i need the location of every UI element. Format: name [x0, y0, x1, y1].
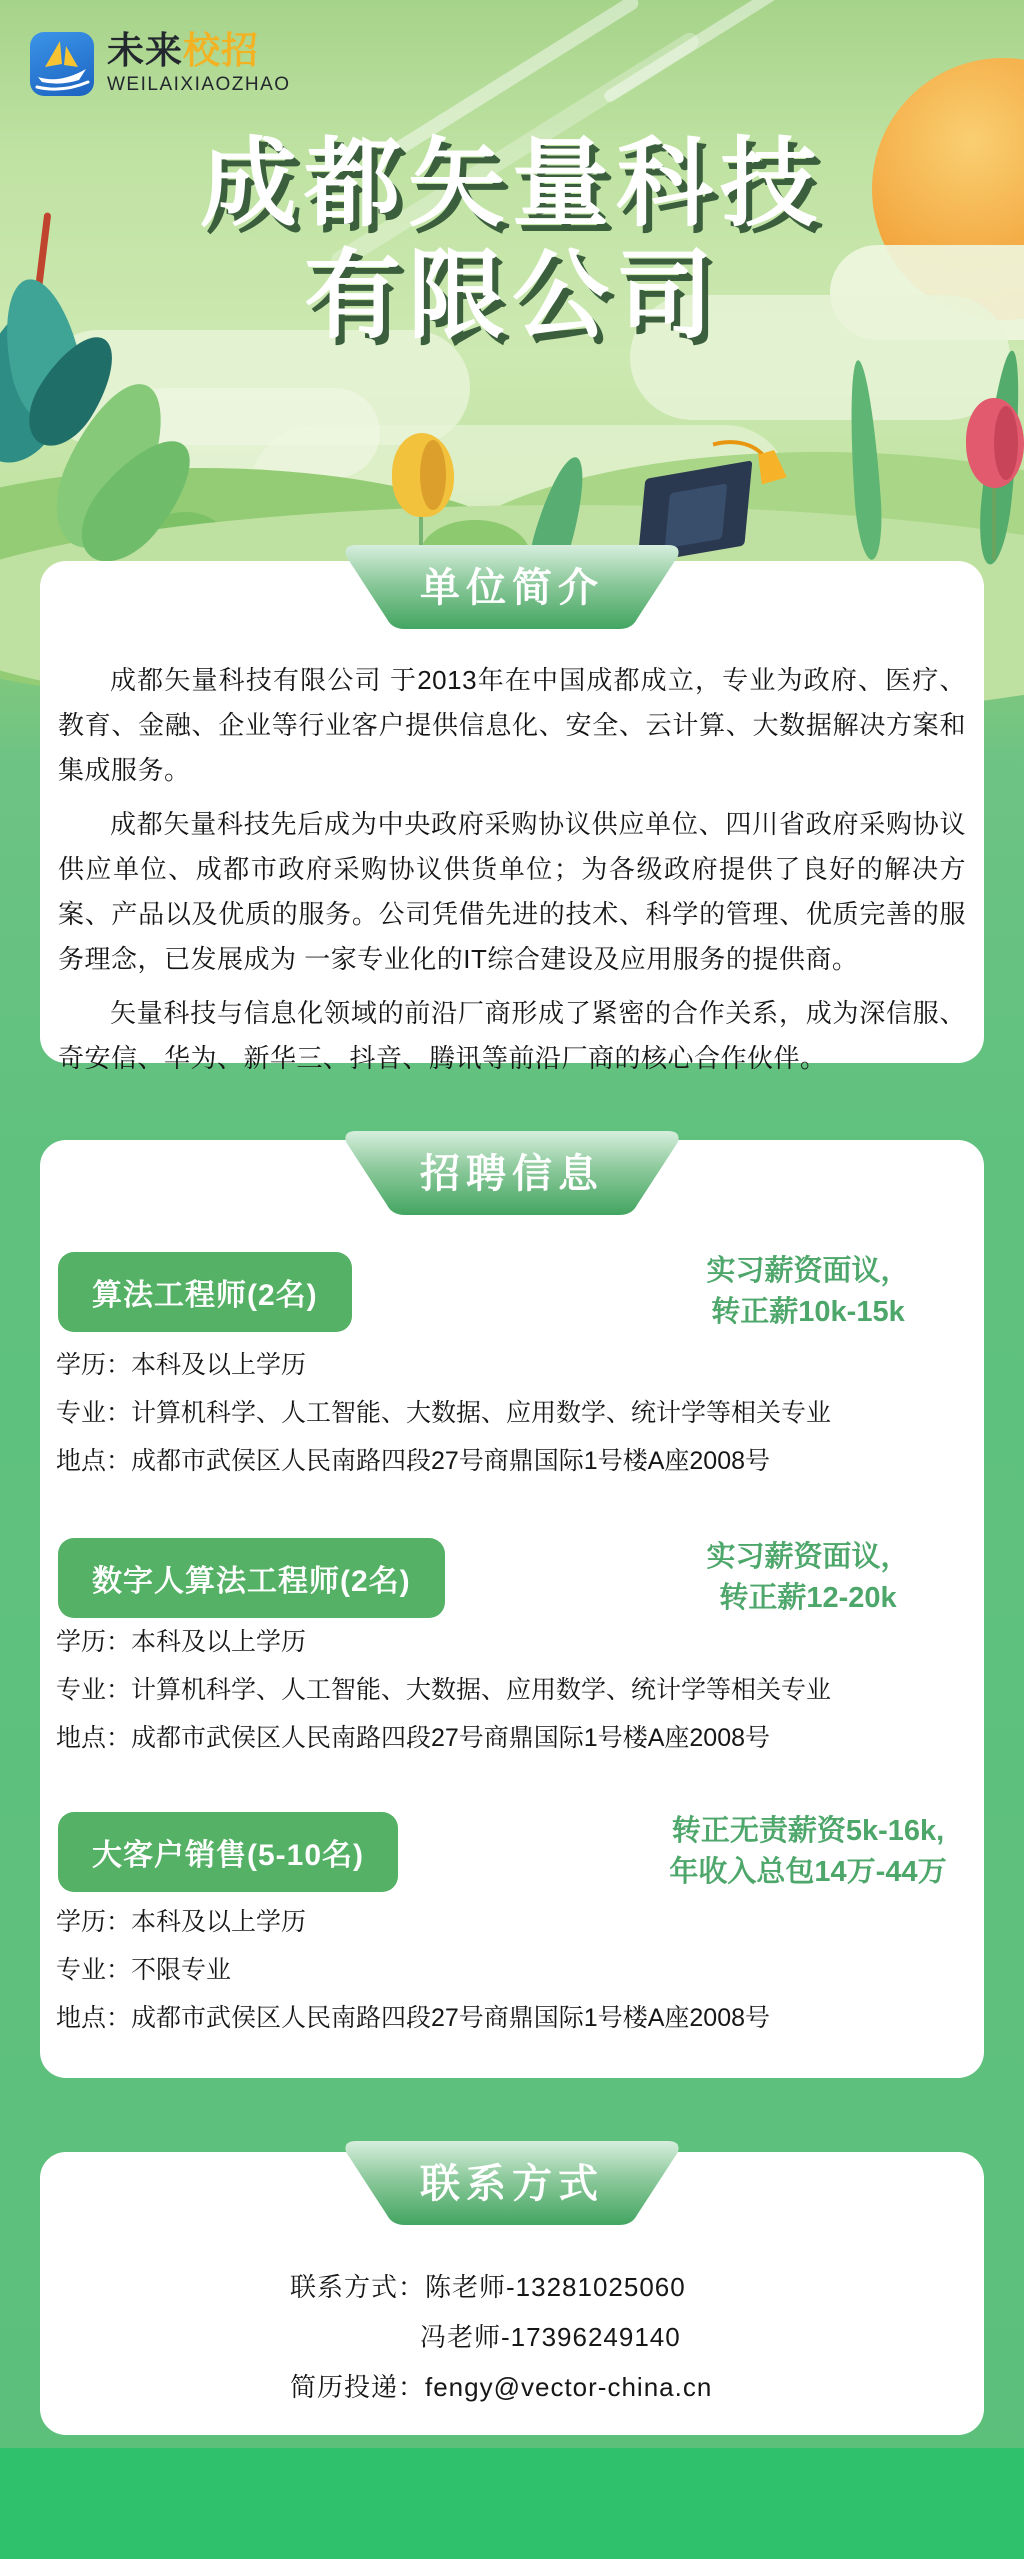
brand-name-primary: 未来: [107, 30, 183, 71]
contact-phone-line: 联系方式：陈老师-13281025060: [290, 2272, 686, 2302]
company-introduction: [58, 658, 966, 1090]
job-title: 数字人算法工程师(2名): [92, 1565, 411, 1598]
job-salary-line: 转正薪10k-15k: [711, 1296, 905, 1328]
brand-logo-text: [107, 32, 291, 96]
job-details: [56, 1898, 936, 2042]
job-salary: [618, 1812, 998, 1892]
job-title: 大客户销售(5-10名): [92, 1839, 365, 1872]
company-title-line1: 成都矢量科技: [200, 129, 824, 238]
job-major: 专业：不限专业: [56, 1956, 232, 1984]
yellow-tulip-decoration: [420, 440, 446, 510]
light-streak-decoration: [602, 0, 778, 104]
job-details: [56, 1618, 936, 1762]
job-location: 地点：成都市武侯区人民南路四段27号商鼎国际1号楼A座2008号: [56, 2004, 771, 2032]
brand-name: [107, 32, 291, 69]
job-salary-line: 实习薪资面议，: [706, 1541, 910, 1573]
job-major: 专业：计算机科学、人工智能、大数据、应用数学、统计学等相关专业: [56, 1676, 832, 1704]
intro-paragraph: 成都矢量科技先后成为中央政府采购协议供应单位、四川省政府采购协议供应单位、成都市政府采购协议供货单位；为各级政府提供了良好的解决方案、产品以及优质的服务。公司凭借先进的技术、科学的管理、优质完善的服务理念，已发展成为 一家专业化的IT综合建设及应用服务的提供商。: [58, 809, 966, 974]
intro-paragraph: 矢量科技与信息化领域的前沿厂商形成了紧密的合作关系，成为深信服、奇安信、华为、新华三、抖音、腾讯等前沿厂商的核心合作伙伴。: [58, 998, 966, 1073]
job-salary-line: 转正无责薪资5k-16k,: [671, 1815, 945, 1847]
job-location: 地点：成都市武侯区人民南路四段27号商鼎国际1号楼A座2008号: [56, 1447, 771, 1475]
jobs-section-banner: [336, 1128, 688, 1218]
contact-section-heading: 联系方式: [420, 2161, 604, 2206]
job-location: 地点：成都市武侯区人民南路四段27号商鼎国际1号楼A座2008号: [56, 1724, 771, 1752]
brand-subtitle: WEILAIXIAOZHAO: [107, 74, 291, 95]
job-salary-line: 年收入总包14万-44万: [669, 1856, 947, 1888]
company-title: [0, 128, 1024, 352]
intro-section-heading: 单位简介: [420, 565, 604, 610]
job-education: 学历：本科及以上学历: [56, 1908, 307, 1936]
contact-section-banner: [336, 2138, 688, 2228]
job-salary-line: 转正薪12-20k: [719, 1582, 897, 1614]
contact-info: [290, 2262, 712, 2412]
contact-email-line: 简历投递：fengy@vector-china.cn: [290, 2372, 713, 2402]
jobs-section-heading: 招聘信息: [420, 1151, 604, 1196]
job-education: 学历：本科及以上学历: [56, 1351, 307, 1379]
contact-phone-line: 冯老师-17396249140: [420, 2322, 681, 2352]
job-salary: [618, 1538, 998, 1618]
footer-band: [0, 2448, 1024, 2559]
job-education: 学历：本科及以上学历: [56, 1628, 307, 1656]
intro-section-banner: [336, 542, 688, 632]
brand-name-accent: 校招: [183, 30, 259, 71]
job-salary-line: 实习薪资面议，: [706, 1255, 910, 1287]
sailboat-icon: [30, 32, 94, 96]
job-salary: [618, 1252, 998, 1332]
company-title-line2: 有限公司: [304, 241, 720, 350]
job-details: [56, 1341, 936, 1485]
job-major: 专业：计算机科学、人工智能、大数据、应用数学、统计学等相关专业: [56, 1399, 832, 1427]
brand-logo: [30, 32, 291, 96]
red-tulip-decoration: [994, 406, 1018, 480]
job-title: 算法工程师(2名): [92, 1279, 318, 1312]
tulip-stem-decoration: [992, 480, 996, 560]
intro-paragraph: 成都矢量科技有限公司 于2013年在中国成都成立，专业为政府、医疗、教育、金融、企业等行业客户提供信息化、安全、云计算、大数据解决方案和集成服务。: [58, 665, 966, 785]
job-title-badge: [58, 1538, 445, 1618]
job-title-badge: [58, 1812, 398, 1892]
job-title-badge: [58, 1252, 352, 1332]
